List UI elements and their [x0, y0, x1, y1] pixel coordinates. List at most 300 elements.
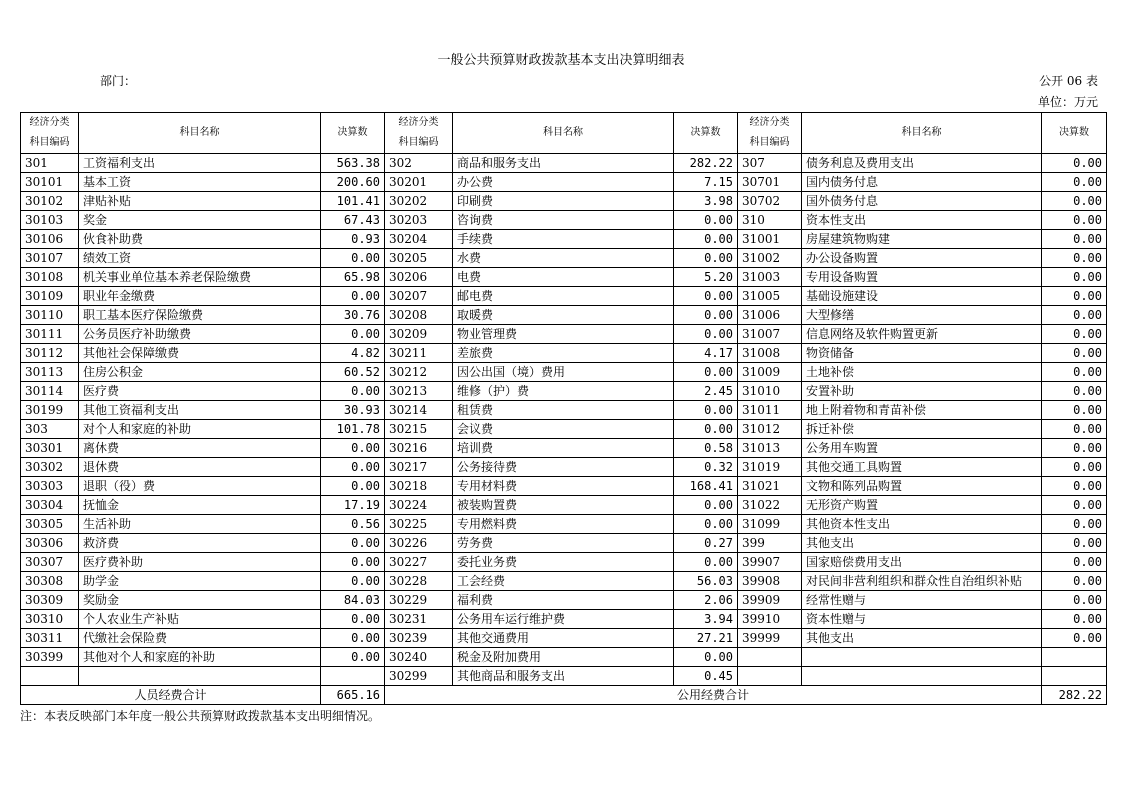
- cell-name: 地上附着物和青苗补偿: [802, 401, 1042, 420]
- cell-code: 31001: [738, 230, 802, 249]
- header-amount-3: 决算数: [1042, 113, 1107, 154]
- cell-code: 30311: [21, 629, 79, 648]
- cell-name: 办公设备购置: [802, 249, 1042, 268]
- cell-code: 30111: [21, 325, 79, 344]
- table-row: [21, 458, 1107, 477]
- cell-code: 30199: [21, 401, 79, 420]
- cell-name: 电费: [453, 268, 674, 287]
- cell-code: 30231: [385, 610, 453, 629]
- cell-code: 31022: [738, 496, 802, 515]
- cell-code: 30109: [21, 287, 79, 306]
- header-amount-2: 决算数: [674, 113, 738, 154]
- cell-name: 国内债务付息: [802, 173, 1042, 192]
- cell-name: [802, 667, 1042, 686]
- cell-name: 手续费: [453, 230, 674, 249]
- cell-name: 退休费: [79, 458, 321, 477]
- cell-amount: 60.52: [321, 363, 385, 382]
- public-total-amount: 282.22: [1042, 686, 1107, 705]
- cell-amount: 0.00: [674, 420, 738, 439]
- public-total-label: 公用经费合计: [385, 686, 1042, 705]
- cell-name: 拆迁补偿: [802, 420, 1042, 439]
- cell-amount: 65.98: [321, 268, 385, 287]
- cell-amount: 0.00: [1042, 420, 1107, 439]
- cell-code: 30217: [385, 458, 453, 477]
- header-code-line2: 科目编码: [749, 137, 790, 148]
- table-row: [21, 230, 1107, 249]
- cell-amount: 0.00: [321, 439, 385, 458]
- cell-name: 取暖费: [453, 306, 674, 325]
- cell-name: 工资福利支出: [79, 154, 321, 173]
- cell-name: 公务用车运行维护费: [453, 610, 674, 629]
- cell-amount: 0.00: [321, 610, 385, 629]
- cell-amount: 0.00: [1042, 287, 1107, 306]
- cell-name: 其他资本性支出: [802, 515, 1042, 534]
- cell-name: 商品和服务支出: [453, 154, 674, 173]
- cell-amount: 0.32: [674, 458, 738, 477]
- header-code-2: [385, 113, 453, 154]
- cell-code: 31021: [738, 477, 802, 496]
- cell-name: 助学金: [79, 572, 321, 591]
- cell-amount: 168.41: [674, 477, 738, 496]
- cell-amount: 0.00: [674, 211, 738, 230]
- cell-amount: 0.00: [1042, 496, 1107, 515]
- cell-name: 职业年金缴费: [79, 287, 321, 306]
- cell-code: 30112: [21, 344, 79, 363]
- cell-name: 对个人和家庭的补助: [79, 420, 321, 439]
- cell-code: 30201: [385, 173, 453, 192]
- cell-code: 302: [385, 154, 453, 173]
- cell-amount: 27.21: [674, 629, 738, 648]
- cell-code: 39909: [738, 591, 802, 610]
- table-row: [21, 154, 1107, 173]
- cell-amount: 0.00: [674, 648, 738, 667]
- cell-amount: 2.45: [674, 382, 738, 401]
- cell-code: 31003: [738, 268, 802, 287]
- table-row: [21, 401, 1107, 420]
- cell-amount: 0.00: [1042, 230, 1107, 249]
- cell-amount: [321, 667, 385, 686]
- cell-code: 39910: [738, 610, 802, 629]
- header-code-line2: 科目编码: [29, 137, 70, 148]
- cell-code: 30205: [385, 249, 453, 268]
- cell-code: 31019: [738, 458, 802, 477]
- cell-amount: 0.00: [1042, 572, 1107, 591]
- table-row: [21, 382, 1107, 401]
- cell-code: 30212: [385, 363, 453, 382]
- cell-amount: 0.00: [1042, 477, 1107, 496]
- cell-amount: 0.00: [674, 325, 738, 344]
- header-name-2: 科目名称: [453, 113, 674, 154]
- cell-amount: 0.00: [1042, 249, 1107, 268]
- cell-name: 差旅费: [453, 344, 674, 363]
- cell-amount: 0.00: [674, 306, 738, 325]
- cell-name: 专用燃料费: [453, 515, 674, 534]
- cell-name: 维修（护）费: [453, 382, 674, 401]
- cell-code: 30303: [21, 477, 79, 496]
- cell-code: 30113: [21, 363, 79, 382]
- cell-code: 30240: [385, 648, 453, 667]
- cell-name: 国外债务付息: [802, 192, 1042, 211]
- cell-name: 医疗费: [79, 382, 321, 401]
- cell-code: 30209: [385, 325, 453, 344]
- cell-name: 职工基本医疗保险缴费: [79, 306, 321, 325]
- cell-name: 房屋建筑物购建: [802, 230, 1042, 249]
- cell-code: 31006: [738, 306, 802, 325]
- cell-name: 资本性赠与: [802, 610, 1042, 629]
- table-row: [21, 610, 1107, 629]
- cell-code: [738, 648, 802, 667]
- cell-name: 物业管理费: [453, 325, 674, 344]
- cell-name: 专用材料费: [453, 477, 674, 496]
- cell-amount: 0.00: [1042, 401, 1107, 420]
- cell-name: 奖金: [79, 211, 321, 230]
- cell-name: 个人农业生产补贴: [79, 610, 321, 629]
- cell-code: 30218: [385, 477, 453, 496]
- cell-code: [21, 667, 79, 686]
- cell-code: 30228: [385, 572, 453, 591]
- cell-name: 工会经费: [453, 572, 674, 591]
- footnote: 注：本表反映部门本年度一般公共预算财政拨款基本支出明细情况。: [20, 709, 381, 723]
- cell-amount: 0.00: [674, 496, 738, 515]
- table-row: [21, 249, 1107, 268]
- cell-amount: 84.03: [321, 591, 385, 610]
- cell-amount: 0.56: [321, 515, 385, 534]
- cell-name: 被装购置费: [453, 496, 674, 515]
- header-code-3: [738, 113, 802, 154]
- cell-name: 其他支出: [802, 629, 1042, 648]
- cell-name: 债务利息及费用支出: [802, 154, 1042, 173]
- cell-amount: 0.00: [1042, 515, 1107, 534]
- cell-name: 退职（役）费: [79, 477, 321, 496]
- cell-code: 31002: [738, 249, 802, 268]
- header-name-3: 科目名称: [802, 113, 1042, 154]
- cell-amount: 0.00: [674, 401, 738, 420]
- header-code-line1: 经济分类: [398, 117, 439, 128]
- cell-code: 30215: [385, 420, 453, 439]
- cell-amount: [1042, 648, 1107, 667]
- cell-amount: 0.00: [674, 363, 738, 382]
- cell-name: 救济费: [79, 534, 321, 553]
- cell-code: 307: [738, 154, 802, 173]
- cell-name: 其他商品和服务支出: [453, 667, 674, 686]
- cell-name: 公务用车购置: [802, 439, 1042, 458]
- cell-amount: 67.43: [321, 211, 385, 230]
- cell-name: 委托业务费: [453, 553, 674, 572]
- cell-code: 399: [738, 534, 802, 553]
- cell-code: 30108: [21, 268, 79, 287]
- cell-amount: 17.19: [321, 496, 385, 515]
- cell-code: 30224: [385, 496, 453, 515]
- cell-amount: 0.00: [1042, 534, 1107, 553]
- cell-name: 医疗费补助: [79, 553, 321, 572]
- cell-name: [802, 648, 1042, 667]
- cell-amount: 0.00: [321, 458, 385, 477]
- cell-code: 30106: [21, 230, 79, 249]
- page-title: 一般公共预算财政拨款基本支出决算明细表: [437, 53, 685, 68]
- cell-name: 公务员医疗补助缴费: [79, 325, 321, 344]
- cell-name: 基本工资: [79, 173, 321, 192]
- cell-code: 30305: [21, 515, 79, 534]
- cell-name: 水费: [453, 249, 674, 268]
- table-row: [21, 553, 1107, 572]
- cell-code: 30107: [21, 249, 79, 268]
- cell-name: 其他交通费用: [453, 629, 674, 648]
- cell-name: 物资储备: [802, 344, 1042, 363]
- cell-name: 安置补助: [802, 382, 1042, 401]
- cell-amount: 30.76: [321, 306, 385, 325]
- cell-amount: 0.00: [321, 287, 385, 306]
- cell-name: 国家赔偿费用支出: [802, 553, 1042, 572]
- cell-name: 因公出国（境）费用: [453, 363, 674, 382]
- cell-amount: 0.00: [1042, 363, 1107, 382]
- cell-amount: 0.00: [321, 648, 385, 667]
- totals-row: [21, 686, 1107, 705]
- cell-amount: 0.00: [1042, 325, 1107, 344]
- cell-amount: 0.00: [1042, 268, 1107, 287]
- cell-code: 30103: [21, 211, 79, 230]
- cell-code: 30226: [385, 534, 453, 553]
- cell-name: 信息网络及软件购置更新: [802, 325, 1042, 344]
- cell-code: 30702: [738, 192, 802, 211]
- cell-amount: 0.00: [1042, 211, 1107, 230]
- table-row: [21, 648, 1107, 667]
- cell-amount: 0.00: [1042, 439, 1107, 458]
- cell-amount: 0.00: [1042, 458, 1107, 477]
- header-name-1: 科目名称: [79, 113, 321, 154]
- expenditure-table: [20, 112, 1107, 705]
- cell-name: 专用设备购置: [802, 268, 1042, 287]
- cell-name: 文物和陈列品购置: [802, 477, 1042, 496]
- cell-code: 30701: [738, 173, 802, 192]
- cell-name: [79, 667, 321, 686]
- cell-code: 30302: [21, 458, 79, 477]
- cell-name: 邮电费: [453, 287, 674, 306]
- cell-code: 30227: [385, 553, 453, 572]
- cell-amount: 3.98: [674, 192, 738, 211]
- department-label: 部门：: [100, 74, 137, 88]
- cell-code: 30307: [21, 553, 79, 572]
- cell-name: 印刷费: [453, 192, 674, 211]
- table-row: [21, 534, 1107, 553]
- cell-amount: 0.00: [1042, 610, 1107, 629]
- table-row: [21, 306, 1107, 325]
- cell-code: 30399: [21, 648, 79, 667]
- header-code-1: [21, 113, 79, 154]
- cell-code: 310: [738, 211, 802, 230]
- cell-amount: 0.45: [674, 667, 738, 686]
- cell-name: 抚恤金: [79, 496, 321, 515]
- cell-code: 39907: [738, 553, 802, 572]
- cell-amount: 0.00: [674, 249, 738, 268]
- cell-amount: 0.00: [1042, 173, 1107, 192]
- cell-code: 30301: [21, 439, 79, 458]
- cell-code: 30114: [21, 382, 79, 401]
- cell-amount: 0.00: [674, 553, 738, 572]
- table-row: [21, 344, 1107, 363]
- cell-amount: 0.00: [1042, 192, 1107, 211]
- table-row: [21, 515, 1107, 534]
- cell-amount: 101.41: [321, 192, 385, 211]
- cell-code: 30211: [385, 344, 453, 363]
- table-row: [21, 420, 1107, 439]
- cell-amount: 56.03: [674, 572, 738, 591]
- table-row: [21, 667, 1107, 686]
- cell-amount: 0.93: [321, 230, 385, 249]
- cell-code: 39999: [738, 629, 802, 648]
- cell-amount: 0.00: [674, 230, 738, 249]
- cell-amount: 282.22: [674, 154, 738, 173]
- table-row: [21, 591, 1107, 610]
- cell-amount: 0.00: [321, 325, 385, 344]
- cell-amount: 0.00: [321, 382, 385, 401]
- cell-amount: 0.00: [1042, 591, 1107, 610]
- cell-code: 301: [21, 154, 79, 173]
- cell-code: 31099: [738, 515, 802, 534]
- header-code-line2: 科目编码: [398, 137, 439, 148]
- cell-name: 代缴社会保险费: [79, 629, 321, 648]
- cell-name: 经常性赠与: [802, 591, 1042, 610]
- cell-name: 会议费: [453, 420, 674, 439]
- cell-code: 30204: [385, 230, 453, 249]
- personnel-total-label: 人员经费合计: [21, 686, 321, 705]
- cell-code: 30306: [21, 534, 79, 553]
- cell-amount: 101.78: [321, 420, 385, 439]
- cell-amount: 0.00: [321, 553, 385, 572]
- cell-amount: 0.00: [1042, 306, 1107, 325]
- cell-name: 其他社会保障缴费: [79, 344, 321, 363]
- cell-amount: 2.06: [674, 591, 738, 610]
- cell-amount: 0.00: [1042, 553, 1107, 572]
- cell-name: 奖励金: [79, 591, 321, 610]
- cell-name: 福利费: [453, 591, 674, 610]
- table-row: [21, 477, 1107, 496]
- cell-amount: 0.00: [321, 249, 385, 268]
- table-row: [21, 211, 1107, 230]
- cell-name: 咨询费: [453, 211, 674, 230]
- cell-code: 30304: [21, 496, 79, 515]
- cell-code: 30229: [385, 591, 453, 610]
- cell-name: 公务接待费: [453, 458, 674, 477]
- cell-code: 31009: [738, 363, 802, 382]
- cell-name: 对民间非营利组织和群众性自治组织补贴: [802, 572, 1042, 591]
- table-row: [21, 192, 1107, 211]
- cell-code: 31007: [738, 325, 802, 344]
- cell-amount: 563.38: [321, 154, 385, 173]
- cell-name: 土地补偿: [802, 363, 1042, 382]
- cell-name: 生活补助: [79, 515, 321, 534]
- cell-name: 津贴补贴: [79, 192, 321, 211]
- cell-amount: 0.00: [674, 515, 738, 534]
- cell-code: 39908: [738, 572, 802, 591]
- cell-amount: 3.94: [674, 610, 738, 629]
- cell-code: 30207: [385, 287, 453, 306]
- cell-amount: 4.17: [674, 344, 738, 363]
- cell-name: 其他交通工具购置: [802, 458, 1042, 477]
- table-row: [21, 268, 1107, 287]
- cell-name: 劳务费: [453, 534, 674, 553]
- cell-code: 30203: [385, 211, 453, 230]
- header-code-line1: 经济分类: [749, 117, 790, 128]
- table-row: [21, 173, 1107, 192]
- cell-code: 303: [21, 420, 79, 439]
- cell-code: 30101: [21, 173, 79, 192]
- cell-code: 31013: [738, 439, 802, 458]
- cell-name: 伙食补助费: [79, 230, 321, 249]
- cell-code: 30214: [385, 401, 453, 420]
- cell-amount: 0.00: [321, 534, 385, 553]
- cell-amount: 4.82: [321, 344, 385, 363]
- cell-code: 30202: [385, 192, 453, 211]
- cell-name: 税金及附加费用: [453, 648, 674, 667]
- cell-name: 大型修缮: [802, 306, 1042, 325]
- cell-amount: 0.00: [321, 629, 385, 648]
- cell-amount: 0.00: [321, 477, 385, 496]
- cell-code: 31008: [738, 344, 802, 363]
- cell-name: 住房公积金: [79, 363, 321, 382]
- cell-code: 30216: [385, 439, 453, 458]
- cell-code: [738, 667, 802, 686]
- cell-code: 30299: [385, 667, 453, 686]
- cell-amount: 7.15: [674, 173, 738, 192]
- cell-amount: 0.00: [1042, 344, 1107, 363]
- cell-code: 31005: [738, 287, 802, 306]
- cell-amount: 0.00: [674, 287, 738, 306]
- cell-name: 租赁费: [453, 401, 674, 420]
- cell-amount: 0.00: [1042, 382, 1107, 401]
- form-number: 公开 06 表: [1039, 74, 1098, 88]
- cell-code: 31011: [738, 401, 802, 420]
- cell-amount: 0.00: [1042, 154, 1107, 173]
- cell-code: 30110: [21, 306, 79, 325]
- cell-name: 培训费: [453, 439, 674, 458]
- cell-code: 30308: [21, 572, 79, 591]
- cell-code: 31012: [738, 420, 802, 439]
- cell-amount: [1042, 667, 1107, 686]
- table-row: [21, 287, 1107, 306]
- cell-name: 绩效工资: [79, 249, 321, 268]
- unit-label: 单位：万元: [1037, 95, 1098, 109]
- cell-name: 其他工资福利支出: [79, 401, 321, 420]
- cell-name: 无形资产购置: [802, 496, 1042, 515]
- cell-code: 30225: [385, 515, 453, 534]
- cell-name: 机关事业单位基本养老保险缴费: [79, 268, 321, 287]
- cell-amount: 0.27: [674, 534, 738, 553]
- cell-name: 其他对个人和家庭的补助: [79, 648, 321, 667]
- cell-amount: 5.20: [674, 268, 738, 287]
- cell-code: 30102: [21, 192, 79, 211]
- cell-amount: 200.60: [321, 173, 385, 192]
- header-code-line1: 经济分类: [29, 117, 70, 128]
- cell-amount: 0.00: [321, 572, 385, 591]
- cell-code: 30206: [385, 268, 453, 287]
- table-row: [21, 496, 1107, 515]
- table-row: [21, 439, 1107, 458]
- table-row: [21, 629, 1107, 648]
- cell-code: 30239: [385, 629, 453, 648]
- cell-name: 其他支出: [802, 534, 1042, 553]
- cell-name: 资本性支出: [802, 211, 1042, 230]
- cell-name: 办公费: [453, 173, 674, 192]
- cell-code: 30310: [21, 610, 79, 629]
- cell-code: 30208: [385, 306, 453, 325]
- table-row: [21, 325, 1107, 344]
- cell-code: 31010: [738, 382, 802, 401]
- cell-amount: 0.00: [1042, 629, 1107, 648]
- cell-code: 30213: [385, 382, 453, 401]
- header-amount-1: 决算数: [321, 113, 385, 154]
- cell-amount: 0.58: [674, 439, 738, 458]
- cell-code: 30309: [21, 591, 79, 610]
